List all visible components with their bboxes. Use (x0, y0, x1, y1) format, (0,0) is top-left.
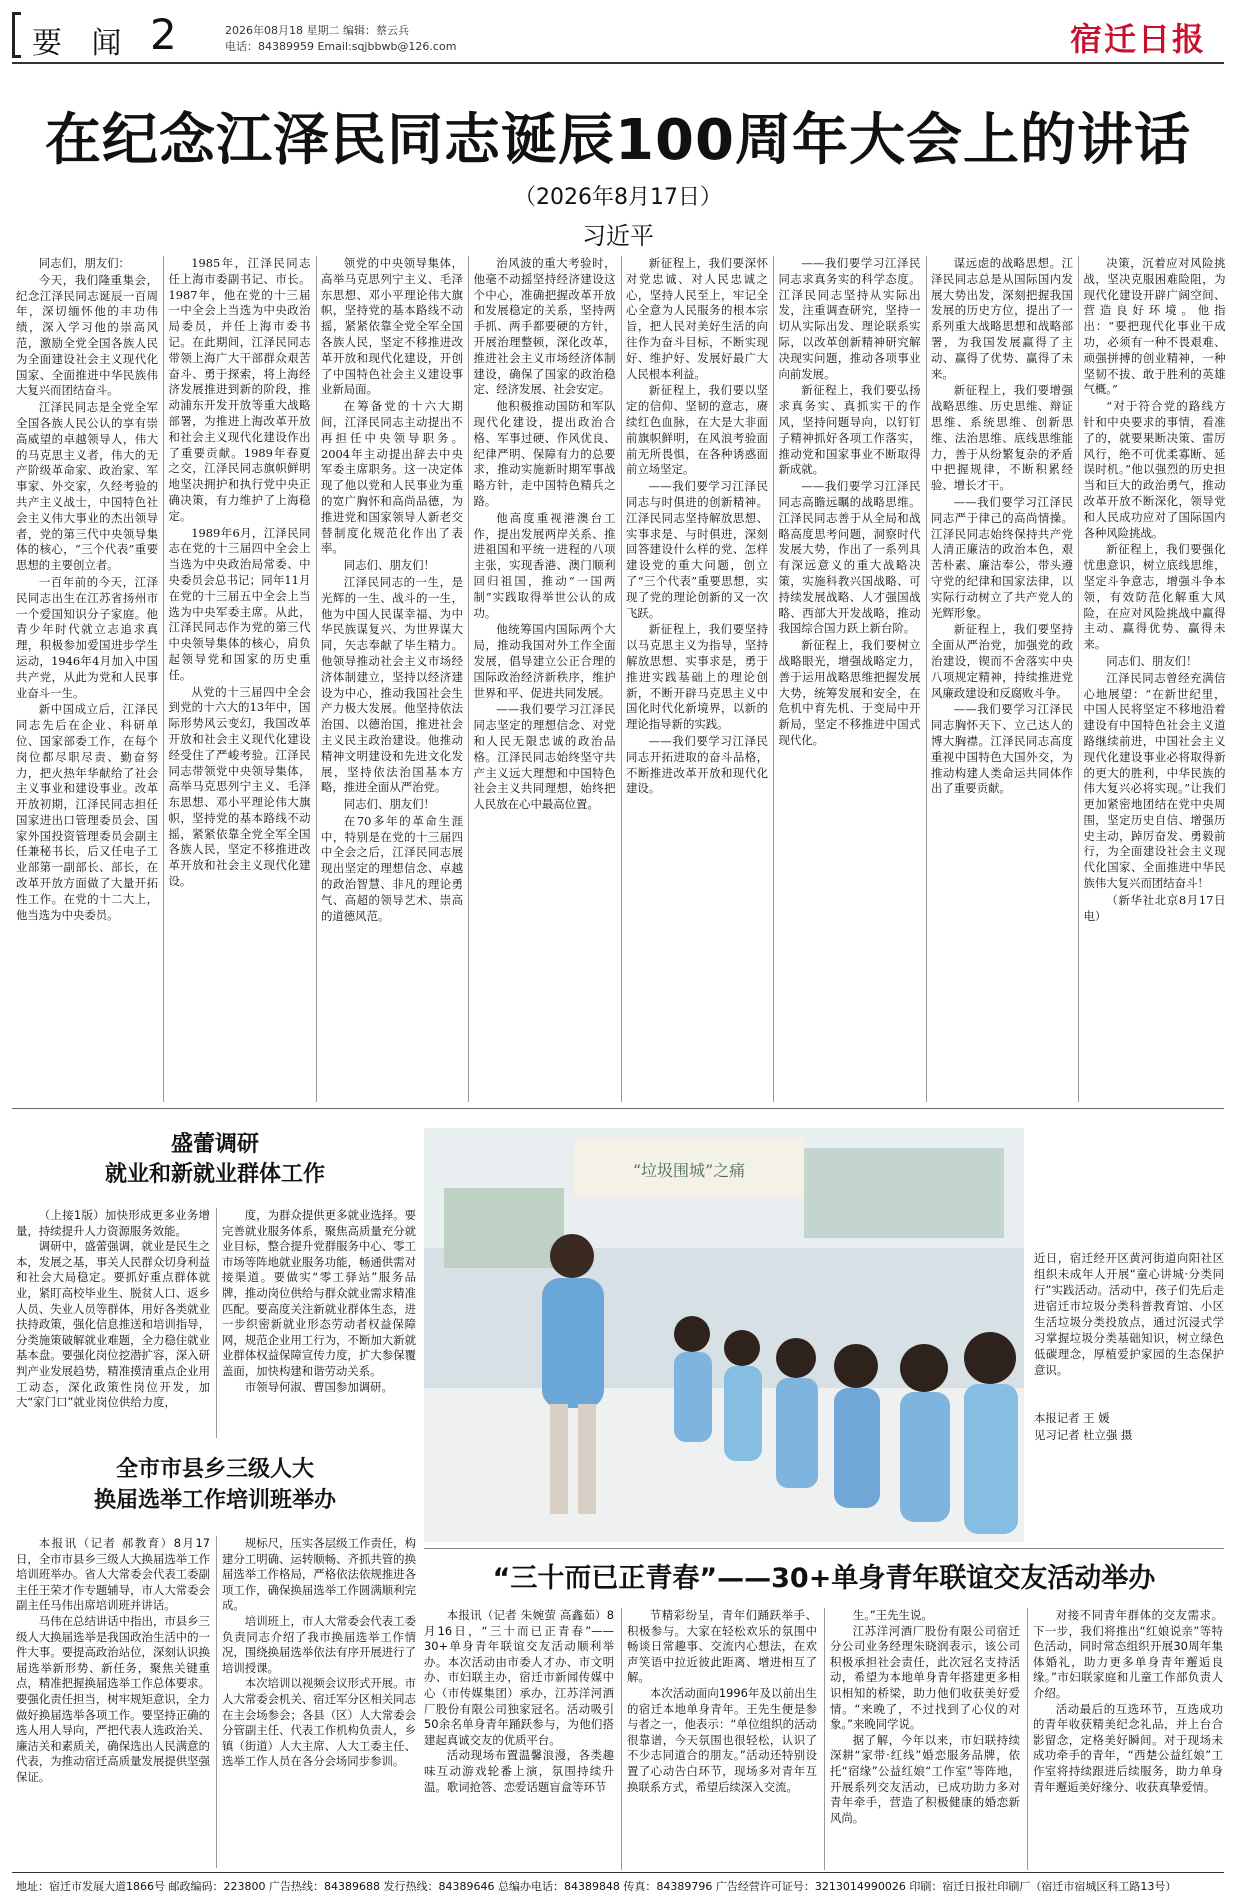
section-name: 要 闻 (32, 26, 132, 61)
column-rule (316, 256, 317, 1102)
paragraph: 培训班上，市人大常委会代表工委负责同志介绍了我市换届选举工作情况，围绕换届选举依法有序开展进行了培训授课。 (222, 1613, 416, 1675)
paragraph: 据了解，今年以来，市妇联持续深耕“家带·红线”婚恋服务品牌，依托“宿缘”公益红娘“工作室”等阵地，开展系列交友活动，已成功助力多对青年牵手，营造了积极健康的婚恋新风尚。 (830, 1732, 1020, 1825)
paragraph: 江苏洋河酒厂股份有限公司宿迁分公司业务经理朱晓润表示，该公司积极承担社会责任，此次冠名支持活动，希望为本地单身青年搭建更多相识相知的桥梁，助力他们收获美好爱情。“来晚了，不过找到了心仪的对象。”来晚同学说。 (830, 1623, 1020, 1732)
paragraph: 本次活动面向1996年及以前出生的宿迁本地单身青年。王先生便是参与者之一，他表示：“单位组织的活动很靠谱，今天氛围也很轻松，认识了不少志同道合的朋友。”活动还特别设置了心动告白环节，现场多对青年互换联系方式，希望后续深入交流。 (627, 1685, 817, 1794)
story1-body (16, 1208, 416, 1438)
text-column (222, 1536, 416, 1868)
paragraph: ——我们要学习江泽民同志求真务实的科学态度。江泽民同志坚持从实际出发，注重调查研究，坚持一切从实际出发、理论联系实际，以改革创新精神研究解决现实问题，推动各项事业向前发展。 (778, 256, 921, 381)
photo-banner-text: “垃圾围城”之痛 (632, 1161, 746, 1180)
paragraph: 谋远虑的战略思想。江泽民同志总是从国际国内发展大势出发，深刻把握我国发展的历史方位，提出了一系列重大战略思想和战略部署，为我国发展赢得了主动、赢得了优势、赢得了未来。 (931, 256, 1073, 381)
section-bracket (12, 12, 21, 58)
lead-author: 习近平 (582, 222, 654, 250)
text-column (931, 256, 1073, 1102)
column-rule (824, 1608, 825, 1870)
column-rule (926, 256, 927, 1102)
story1-title-line1: 盛蕾调研 (170, 1132, 259, 1157)
text-column (169, 256, 311, 1102)
photo-caption: 近日，宿迁经开区黄河街道向阳社区组织未成年人开展“童心讲城·分类同行”实践活动。活动中，孩子们先后走进宿迁市垃圾分类科普教育馆、小区生活垃圾分类投放点，通过沉浸式学习掌握垃圾分类基础知识，树立绿色低碳理念，厚植爱护家园的生态保护意识。 (1034, 1251, 1224, 1377)
story1-title-line2: 就业和新就业群体工作 (104, 1162, 325, 1187)
contact-line: 电话：84389959 Email:sqjbbwb@126.com (225, 40, 457, 53)
paragraph: 江泽民同志的一生，是光辉的一生、战斗的一生，他为中国人民谋幸福、为中华民族谋复兴、为世界谋大同，矢志奉献了毕生精力。他领导推动社会主义市场经济体制建立，坚持以经济建设为中心，推动我国社会生产力极大发展。他坚持依法治国、以德治国，推进社会主义民主政治建设。他推动精神文明建设和先进文化发展，坚持依法治国基本方略，推进全面从严治党。 (321, 574, 463, 795)
paragraph: 同志们，朋友们： (38, 256, 130, 270)
text-column (1033, 1608, 1223, 1870)
paragraph: ——我们要学习江泽民同志与时俱进的创新精神。江泽民同志坚持解放思想、实事求是、与时俱进，深刻回答建设什么样的党、怎样建设党的重大问题，创立了“三个代表”重要思想，实现了党的理论创新的又一次飞跃。 (626, 479, 768, 620)
newspaper-logo: 宿迁日报 (1070, 20, 1207, 58)
text-column (626, 256, 768, 1102)
story2-body (16, 1536, 416, 1868)
paragraph: 1985年，江泽民同志任上海市委副书记、市长。1987年，他在党的十三届一中全会上当选为中央政治局委员，并任上海市委书记。在此期间，江泽民同志带领上海广大干部群众艰苦奋斗、勇于探索，将上海经济发展推进到新的阶段，推动浦东开发开放等重大战略部署，为推进上海改革开放和社会主义现代化建设作出了重要贡献。1989年春夏之交，江泽民同志旗帜鲜明地坚决拥护和执行党中央正确决策，有力维护了上海稳定。 (168, 256, 311, 523)
paragraph: 同志们、朋友们！ (343, 797, 435, 812)
paragraph: 规标尺，压实各层级工作责任，构建分工明确、运转顺畅、齐抓共管的换届选举工作格局，严格依法依规推进各项工作，确保换届选举工作圆满顺利完成。 (222, 1536, 416, 1613)
paragraph: 同志们、朋友们！ (1106, 653, 1198, 668)
story2-title-line2: 换届选举工作培训班举办 (93, 1488, 336, 1513)
story2-title (16, 1454, 414, 1516)
column-rule (1078, 256, 1079, 1102)
lead-body (16, 256, 1226, 1102)
paragraph: 本报讯（记者 郝教育）8月17日，全市市县乡三级人大换届选举工作培训班举办。省人大常委会代表工委副主任王荣才作专题辅导，市人大常委会副主任马伟出席培训班并讲话。 (16, 1536, 210, 1613)
column-rule (773, 256, 774, 1102)
paragraph: 江泽民同志是全党全军全国各族人民公认的享有崇高威望的卓越领导人，伟大的马克思主义者，伟大的无产阶级革命家、政治家、军事家、外交家，久经考验的共产主义战士，中国特色社会主义伟大事业的杰出领导者，党的第三代中央领导集体的核心，“三个代表”重要思想的主要创立者。 (16, 400, 158, 573)
photo-credit (1034, 1410, 1224, 1444)
paragraph: （新华社北京8月17日电） (1083, 892, 1226, 923)
text-column (222, 1208, 416, 1438)
story1-title (16, 1130, 414, 1190)
paragraph: 新征程上，我们要弘扬求真务实、真抓实干的作风，坚持问题导向，以钉钉子精神抓好各项工作落实，推动党和国家事业不断取得新成就。 (778, 383, 921, 477)
text-column (321, 256, 463, 1102)
paragraph: 本次培训以视频会议形式开展。市人大常委会机关、宿迁军分区相关同志在主会场参会；各县（区）人大常委会分管副主任、代表工作机构负责人，乡镇（街道）人大主席、人大工委主任、选举工作人员在各分会场同步参训。 (222, 1676, 416, 1769)
paragraph: 决策，沉着应对风险挑战，坚决克服困难险阻，为现代化建设开辟广阔空间、营造良好环境。他指出：“要把现代化事业干成功，必须有一种不畏艰难、顽强拼搏的创业精神，一种坚韧不拔、敢于胜利的英雄气概。” (1083, 256, 1226, 397)
paragraph: 一百年前的今天，江泽民同志出生在江苏省扬州市一个爱国知识分子家庭。他青少年时代就立志追求真理，积极参加爱国进步学生运动，1946年4月加入中国共产党，从此为党和人民事业奋斗一生。 (16, 574, 158, 700)
footer-info: 地址：宿迁市发展大道1866号 邮政编码：223800 广告热线：84389688 发行热线：84389646 总编办电话：84389848 传真：84389796 广告经营许可证号：3213014990026 印刷：宿迁日报社印刷厂（宿迁市宿城区科工路13号） (16, 1880, 1177, 1893)
paragraph: 新征程上，我们要增强战略思维、历史思维、辩证思维、系统思维、创新思维、法治思维、底线思维能力，善于从纷繁复杂的矛盾中把握规律，不断积累经验、增长才干。 (931, 383, 1073, 493)
paragraph: （上接1版）加快形成更多业务增量，持续提升人力资源服务效能。 (16, 1208, 210, 1238)
paragraph: 1989年6月，江泽民同志在党的十三届四中全会上当选为中央政治局常委、中央委员会总书记；同年11月在党的十三届五中全会上当选为中央军委主席。从此，江泽民同志作为党的第三代中央领导集体的核心，肩负起领导党和国家的历史重任。 (168, 525, 311, 682)
story3-body (424, 1608, 1224, 1870)
paragraph: 节精彩纷呈，青年们踊跃举手、积极参与。大家在轻松欢乐的氛围中畅谈日常趣事、交流内心想法，在欢声笑语中拉近彼此距离、增进相互了解。 (627, 1608, 817, 1685)
paragraph: 江泽民同志曾经充满信心地展望：“在新世纪里，中国人民将坚定不移地沿着建设有中国特色社会主义道路继续前进，中国社会主义现代化建设事业必将取得新的更大的胜利，中华民族的伟大复兴必将实现。”让我们更加紧密地团结在党中央周围，坚定历史自信、增强历史主动，踔厉奋发、勇毅前行，为全面建设社会主义现代化国家、全面推进中华民族伟大复兴而团结奋斗！ (1083, 670, 1226, 891)
paragraph: 在70多年的革命生涯中，特别是在党的十三届四中全会之后，江泽民同志展现出坚定的理想信念、卓越的政治智慧、非凡的理论勇气、高超的领导艺术、崇高的道德风范。 (321, 813, 463, 923)
paragraph: 马伟在总结讲话中指出，市县乡三级人大换届选举是我国政治生活中的一件大事。要提高政治站位，深刻认识换届选举新形势、新任务，聚焦关键重点，精准把握换届选举工作总体要求。要强化责任担当，树牢规矩意识，全力做好换届选举各项工作。要坚持正确的选人用人导向，严把代表人选政治关、廉洁关和素质关，确保选出人民满意的代表，为推动宿迁高质量发展提供坚强保证。 (16, 1613, 210, 1784)
paragraph: ——我们要学习江泽民同志严于律己的高尚情操。江泽民同志始终保持共产党人清正廉洁的政治本色，艰苦朴素、廉洁奉公，带头遵守党的纪律和国家法律，以实际行动树立了共产党人的光辉形象。 (931, 494, 1073, 620)
header-rule (12, 62, 1224, 64)
story2-title-line1: 全市市县乡三级人大 (115, 1457, 314, 1482)
news-photo (424, 1128, 1024, 1542)
column-rule (1027, 1608, 1028, 1870)
story3-title: “三十而已正青春”——30+单身青年联谊交友活动举办 (492, 1563, 1156, 1594)
paragraph: 本报讯（记者 朱婉萤 高鑫茹）8月16日，“三十而已正青春”——30+单身青年联谊交友活动顺利举办。本次活动由市委人才办、市文明办、市妇联主办，宿迁市新闻传媒中心（市传媒集团）承办，江苏洋河酒厂股份有限公司独家冠名。活动吸引50余名单身青年踊跃参与，为他们搭建起真诚交友的优质平台。 (424, 1608, 614, 1747)
photo-illustration (424, 1128, 1024, 1542)
text-column (779, 256, 921, 1102)
paragraph: 从党的十三届四中全会到党的十六大的13年中，国际形势风云变幻，我国改革开放和社会主义现代化建设经受住了严峻考验。江泽民同志带领党中央领导集体，高举马克思列宁主义、毛泽东思想、邓小平理论伟大旗帜，坚持党的基本路线不动摇，紧紧依靠全党全军全国各族人民，坚定不移推进改革开放和社会主义现代化建设。 (168, 684, 311, 889)
paragraph: 活动现场布置温馨浪漫，各类趣味互动游戏轮番上演，氛围持续升温。歌词抢答、恋爱话题盲盒等环节 (424, 1748, 614, 1794)
paragraph: 今天，我们隆重集会，纪念江泽民同志诞辰一百周年，深切缅怀他的丰功伟绩，深入学习他的崇高风范，激励全党全国各族人民为全面建设社会主义现代化国家、全面推进中华民族伟大复兴而团结奋斗。 (16, 272, 158, 398)
paragraph: 新征程上，我们要深怀对党忠诚、对人民忠诚之心，坚持人民至上，牢记全心全意为人民服务的根本宗旨，把人民对美好生活的向往作为奋斗目标，不断实现好、维护好、发展好最广大人民根本利益。 (626, 256, 768, 381)
paragraph: 同志们、朋友们！ (343, 558, 435, 573)
column-rule (163, 256, 164, 1102)
paragraph: ——我们要学习江泽民同志高瞻远瞩的战略思维。江泽民同志善于从全局和战略高度思考问题，洞察时代发展大势，作出了一系列具有深远意义的重大战略决策，实施科教兴国战略、可持续发展战略、人才强国战略、西部大开发战略，推动我国综合国力跃上新台阶。 (778, 479, 921, 636)
page-number: 2 (150, 10, 177, 59)
paragraph: 领党的中央领导集体，高举马克思列宁主义、毛泽东思想、邓小平理论伟大旗帜，坚持党的基本路线不动摇，紧紧依靠全党全军全国各族人民，坚定不移推进改革开放和现代化建设，开创了中国特色社会主义建设事业新局面。 (321, 256, 463, 397)
section-divider (12, 1108, 1224, 1109)
paragraph: 他统筹国内国际两个大局，推动我国对外工作全面发展，倡导建立公正合理的国际政治经济新秩序，维护世界和平、促进共同发展。 (473, 622, 616, 700)
paragraph: 在筹备党的十六大期间，江泽民同志主动提出不再担任中央领导职务。2004年主动提出辞去中央军委主席职务。这一决定体现了他以党和人民事业为重的宽广胸怀和高尚品德，为推进党和国家领导人新老交替制度化规范化作出了表率。 (321, 399, 463, 556)
paragraph: 调研中，盛蕾强调，就业是民生之本，发展之基，事关人民群众切身利益和社会大局稳定。要抓好重点群体就业，紧盯高校毕业生、脱贫人口、返乡人员、失业人员等群体，用好各类就业扶持政策，强化信息推送和培训指导，分类施策破解就业难题，全力稳住就业基本盘。要强化岗位挖潜扩容，深入研判产业发展趋势，精准摸清重点企业用工动态，深化政策性岗位开发，加大“家门口”就业岗位供给力度， (16, 1239, 210, 1410)
column-rule (621, 256, 622, 1102)
text-column (830, 1608, 1020, 1870)
paragraph: 市领导何淑、曹国参加调研。 (244, 1379, 393, 1394)
text-column (16, 256, 158, 1102)
lead-date: （2026年8月17日） (514, 185, 722, 210)
paragraph: 生。”王先生说。 (852, 1608, 933, 1622)
story3-rule (424, 1548, 1224, 1549)
paragraph: 治风波的重大考验时，他毫不动摇坚持经济建设这个中心，准确把握改革开放和发展稳定的关系，坚持两手抓、两手都要硬的方针，开展治理整顿，深化改革，推进社会主义市场经济体制建设，确保了国家的政治稳定、经济发展、社会安定。 (473, 256, 616, 397)
paragraph: 新征程上，我们要以坚定的信仰、坚韧的意志，赓续红色血脉，在大是大非面前旗帜鲜明，在风浪考验面前无所畏惧，在各种诱惑面前立场坚定。 (626, 383, 768, 477)
footer-rule (12, 1872, 1224, 1873)
paragraph: 新征程上，我们要坚持以马克思主义为指导，坚持解放思想、实事求是，勇于推进实践基础上的理论创新，不断开辟马克思主义中国化时代化新境界，以新的理论指导新的实践。 (626, 622, 768, 732)
paragraph: 他高度重视港澳台工作，提出发展两岸关系、推进祖国和平统一进程的八项主张，实现香港、澳门顺利回归祖国，推动“一国两制”实践取得举世公认的成功。 (473, 510, 616, 620)
photo-credit-reporter: 本报记者 王 媛 (1034, 1411, 1110, 1425)
column-rule (621, 1608, 622, 1870)
text-column (424, 1608, 614, 1870)
paragraph: ——我们要学习江泽民同志开拓进取的奋斗品格，不断推进改革开放和现代化建设。 (626, 733, 768, 796)
text-column (1084, 256, 1226, 1102)
paragraph: 活动最后的互选环节，互选成功的青年收获精美纪念礼品，并上台合影留念，定格美好瞬间。对于现场未成功牵手的青年，“西楚公益红娘”工作室将持续跟进后续服务，助力单身青年邂逅美好缘分、收获真挚爱情。 (1033, 1701, 1223, 1794)
paragraph: 新征程上，我们要树立战略眼光，增强战略定力，善于运用战略思维把握发展大势，统筹发展和安全，在危机中育先机、于变局中开新局，坚定不移推进中国式现代化。 (778, 638, 921, 747)
column-rule (216, 1208, 217, 1438)
text-column (627, 1608, 817, 1870)
paragraph: ——我们要学习江泽民同志胸怀天下、立己达人的博大胸襟。江泽民同志高度重视中国特色大国外交，为推动构建人类命运共同体作出了重要贡献。 (931, 702, 1073, 796)
photo-credit-photographer: 见习记者 杜立强 摄 (1034, 1428, 1133, 1442)
paragraph: 新征程上，我们要强化忧患意识，树立底线思维，坚定斗争意志，增强斗争本领，有效防范化解重大风险，在应对风险挑战中赢得主动、赢得优势、赢得未来。 (1083, 542, 1226, 652)
text-column (474, 256, 616, 1102)
text-column (16, 1208, 210, 1438)
date-line: 2026年08月18 星期二 编辑：蔡云兵 (225, 24, 409, 37)
paragraph: 对接不同青年群体的交友需求。下一步，我们将推出“红娘说亲”等特色活动，同时常态组织开展30周年集体婚礼，助力更多单身青年邂逅良缘。”市妇联家庭和儿童工作部负责人介绍。 (1033, 1608, 1223, 1700)
column-rule (216, 1536, 217, 1868)
text-column (16, 1536, 210, 1868)
paragraph: 度，为群众提供更多就业选择。要完善就业服务体系，聚焦高质量充分就业目标，整合提升党群服务中心、零工市场等阵地就业服务功能，畅通供需对接渠道。要做实“零工驿站”服务品牌，推动岗位供给与群众就业需求精准匹配。要高度关注新就业群体生态，进一步织密新就业形态劳动者权益保障网，规范企业用工行为，不断加大新就业群体权益保障宣传力度，扩大参保覆盖面，加快构建和谐劳动关系。 (222, 1208, 416, 1378)
paragraph: “对于符合党的路线方针和中央要求的事情，看准了的，就要果断决策、雷厉风行，绝不可优柔寡断、延误时机。”他以强烈的历史担当和巨大的政治勇气，推动改革开放不断深化，领导党和人民成功应对了国际国内各种风险挑战。 (1083, 399, 1226, 540)
paragraph: 新中国成立后，江泽民同志先后在企业、科研单位、国家部委工作，在每个岗位都尽职尽责、勤奋努力，把火热年华献给了社会主义事业和建设事业。改革开放初期，江泽民同志担任国家进出口管理委员会、国家外国投资管理委员会副主任兼秘书长，后又任电子工业部第一副部长、部长，在改革开放方面做了大量开拓性工作。在党的十二大上，他当选为中央委员。 (16, 702, 158, 922)
lead-headline: 在纪念江泽民同志诞辰100周年大会上的讲话 (45, 108, 1191, 173)
column-rule (468, 256, 469, 1102)
paragraph: ——我们要学习江泽民同志坚定的理想信念、对党和人民无限忠诚的政治品格。江泽民同志始终坚守共产主义远大理想和中国特色社会主义共同理想，始终把人民放在心中最高位置。 (473, 702, 616, 812)
paragraph: 新征程上，我们要坚持全面从严治党，加强党的政治建设，锲而不舍落实中央八项规定精神，持续推进党风廉政建设和反腐败斗争。 (931, 622, 1073, 700)
paragraph: 他积极推动国防和军队现代化建设，提出政治合格、军事过硬、作风优良、纪律严明、保障有力的总要求，推动实施新时期军事战略方针，走中国特色精兵之路。 (473, 399, 616, 508)
